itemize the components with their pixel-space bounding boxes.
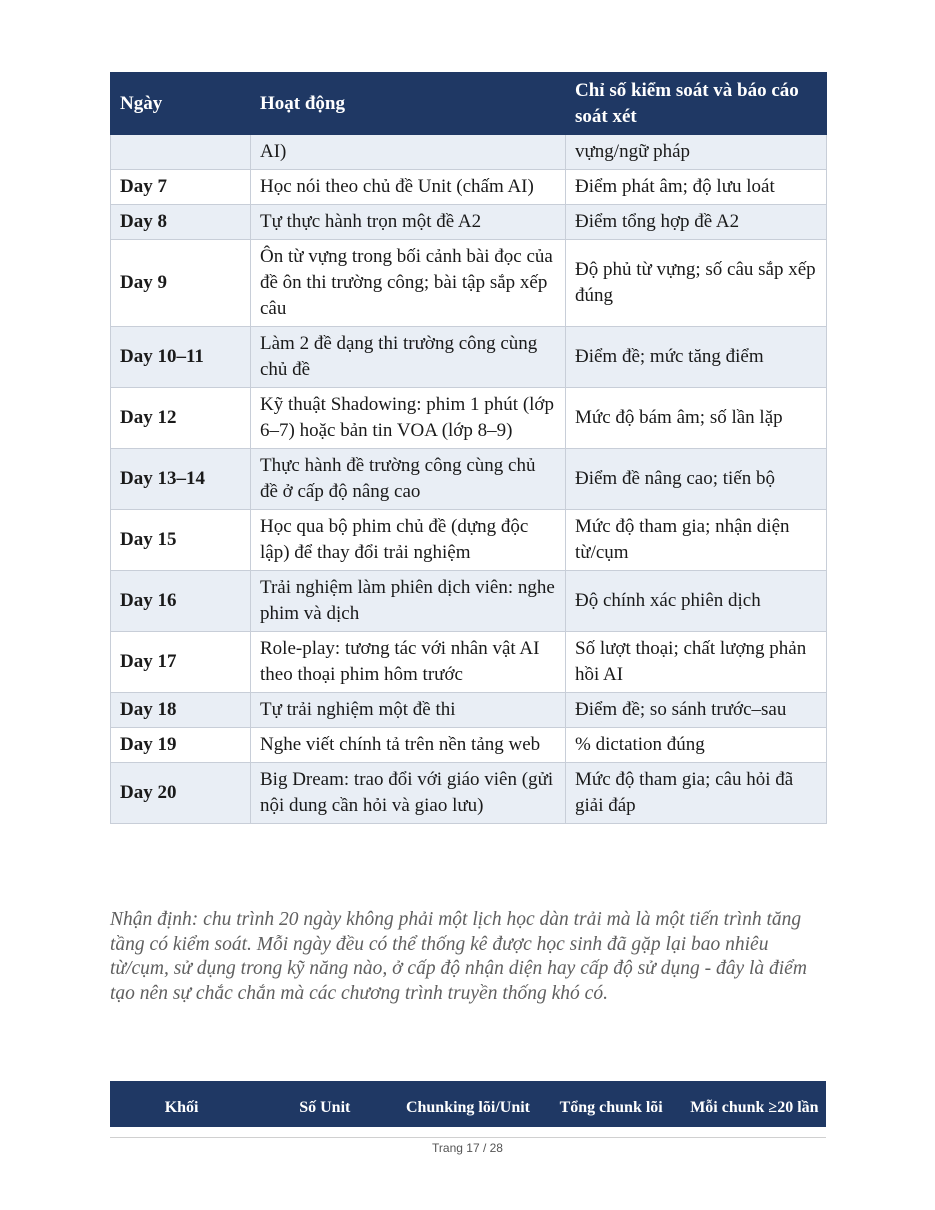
units-table [110,1081,826,1127]
day-cell: Day 13–14 [111,449,251,510]
activity-cell: Nghe viết chính tả trên nền tảng web [251,728,566,763]
metric-cell: Mức độ tham gia; câu hỏi đã giải đáp [566,763,827,824]
activity-cell: Role-play: tương tác với nhân vật AI theo thoại phim hôm trước [251,632,566,693]
table-row [111,571,827,632]
table-row [111,510,827,571]
day-cell: Day 8 [111,205,251,240]
table-row [111,632,827,693]
header-grade: Khối [110,1081,253,1127]
metric-cell: vựng/ngữ pháp [566,135,827,170]
activity-cell: Kỹ thuật Shadowing: phim 1 phút (lớp 6–7) hoặc bản tin VOA (lớp 8–9) [251,388,566,449]
day-cell: Day 17 [111,632,251,693]
table-row [111,728,827,763]
units-header-row [110,1081,826,1127]
activity-cell: Học qua bộ phim chủ đề (dựng độc lập) để thay đổi trải nghiệm [251,510,566,571]
metric-cell: Điểm tổng hợp đề A2 [566,205,827,240]
day-cell: Day 19 [111,728,251,763]
metric-cell: Điểm đề; mức tăng điểm [566,327,827,388]
activity-cell: Ôn từ vựng trong bối cảnh bài đọc của đề ôn thi trường công; bài tập sắp xếp câu [251,240,566,327]
activity-cell: AI) [251,135,566,170]
header-metric: Chỉ số kiểm soát và báo cáo soát xét [566,73,827,135]
schedule-header-row [111,73,827,135]
table-row [111,388,827,449]
activity-cell: Trải nghiệm làm phiên dịch viên: nghe phim và dịch [251,571,566,632]
activity-cell: Tự trải nghiệm một đề thi [251,693,566,728]
day-cell: Day 16 [111,571,251,632]
activity-cell: Làm 2 đề dạng thi trường công cùng chủ đề [251,327,566,388]
activity-cell: Tự thực hành trọn một đề A2 [251,205,566,240]
metric-cell: Điểm đề; so sánh trước–sau [566,693,827,728]
table-row [111,205,827,240]
day-cell: Day 10–11 [111,327,251,388]
header-activity: Hoạt động [251,73,566,135]
metric-cell: Độ phủ từ vựng; số câu sắp xếp đúng [566,240,827,327]
metric-cell: Điểm phát âm; độ lưu loát [566,170,827,205]
schedule-table [110,72,827,824]
metric-cell: Mức độ tham gia; nhận diện từ/cụm [566,510,827,571]
activity-cell: Học nói theo chủ đề Unit (chấm AI) [251,170,566,205]
metric-cell: Mức độ bám âm; số lần lặp [566,388,827,449]
day-cell: Day 18 [111,693,251,728]
header-core-chunks-per-unit: Chunking lõi/Unit [396,1081,539,1127]
metric-cell: Số lượt thoại; chất lượng phản hồi AI [566,632,827,693]
day-cell: Day 12 [111,388,251,449]
table-row [111,135,827,170]
table-row [111,327,827,388]
day-cell: Day 15 [111,510,251,571]
assessment-note: Nhận định: chu trình 20 ngày không phải một lịch học dàn trải mà là một tiến trình tăng tầng có kiểm soát. Mỗi ngày đều có thể thống kê được học sinh đã gặp lại bao nhiêu từ/cụm, sử dụng trong kỹ năng nào, ở cấp độ nhận diện hay cấp độ sử dụng - đây là điểm tạo nên sự chắc chắn mà các chương trình truyền thống khó có. [110,909,807,1004]
day-cell: Day 20 [111,763,251,824]
header-unit-count: Số Unit [253,1081,396,1127]
table-row [111,240,827,327]
schedule-body [111,135,827,824]
metric-cell: Độ chính xác phiên dịch [566,571,827,632]
metric-cell: Điểm đề nâng cao; tiến bộ [566,449,827,510]
table-row [111,449,827,510]
page-number: Trang 17 / 28 [432,1141,503,1155]
day-cell: Day 7 [111,170,251,205]
header-chunk-repetitions: Mỗi chunk ≥20 lần [683,1081,826,1127]
table-row [111,170,827,205]
table-row [111,763,827,824]
header-total-core-chunks: Tổng chunk lõi [540,1081,683,1127]
footer-divider [110,1137,826,1138]
activity-cell: Big Dream: trao đổi với giáo viên (gửi nội dung cần hỏi và giao lưu) [251,763,566,824]
day-cell [111,135,251,170]
metric-cell: % dictation đúng [566,728,827,763]
activity-cell: Thực hành đề trường công cùng chủ đề ở cấp độ nâng cao [251,449,566,510]
table-row [111,693,827,728]
header-day: Ngày [111,73,251,135]
day-cell: Day 9 [111,240,251,327]
